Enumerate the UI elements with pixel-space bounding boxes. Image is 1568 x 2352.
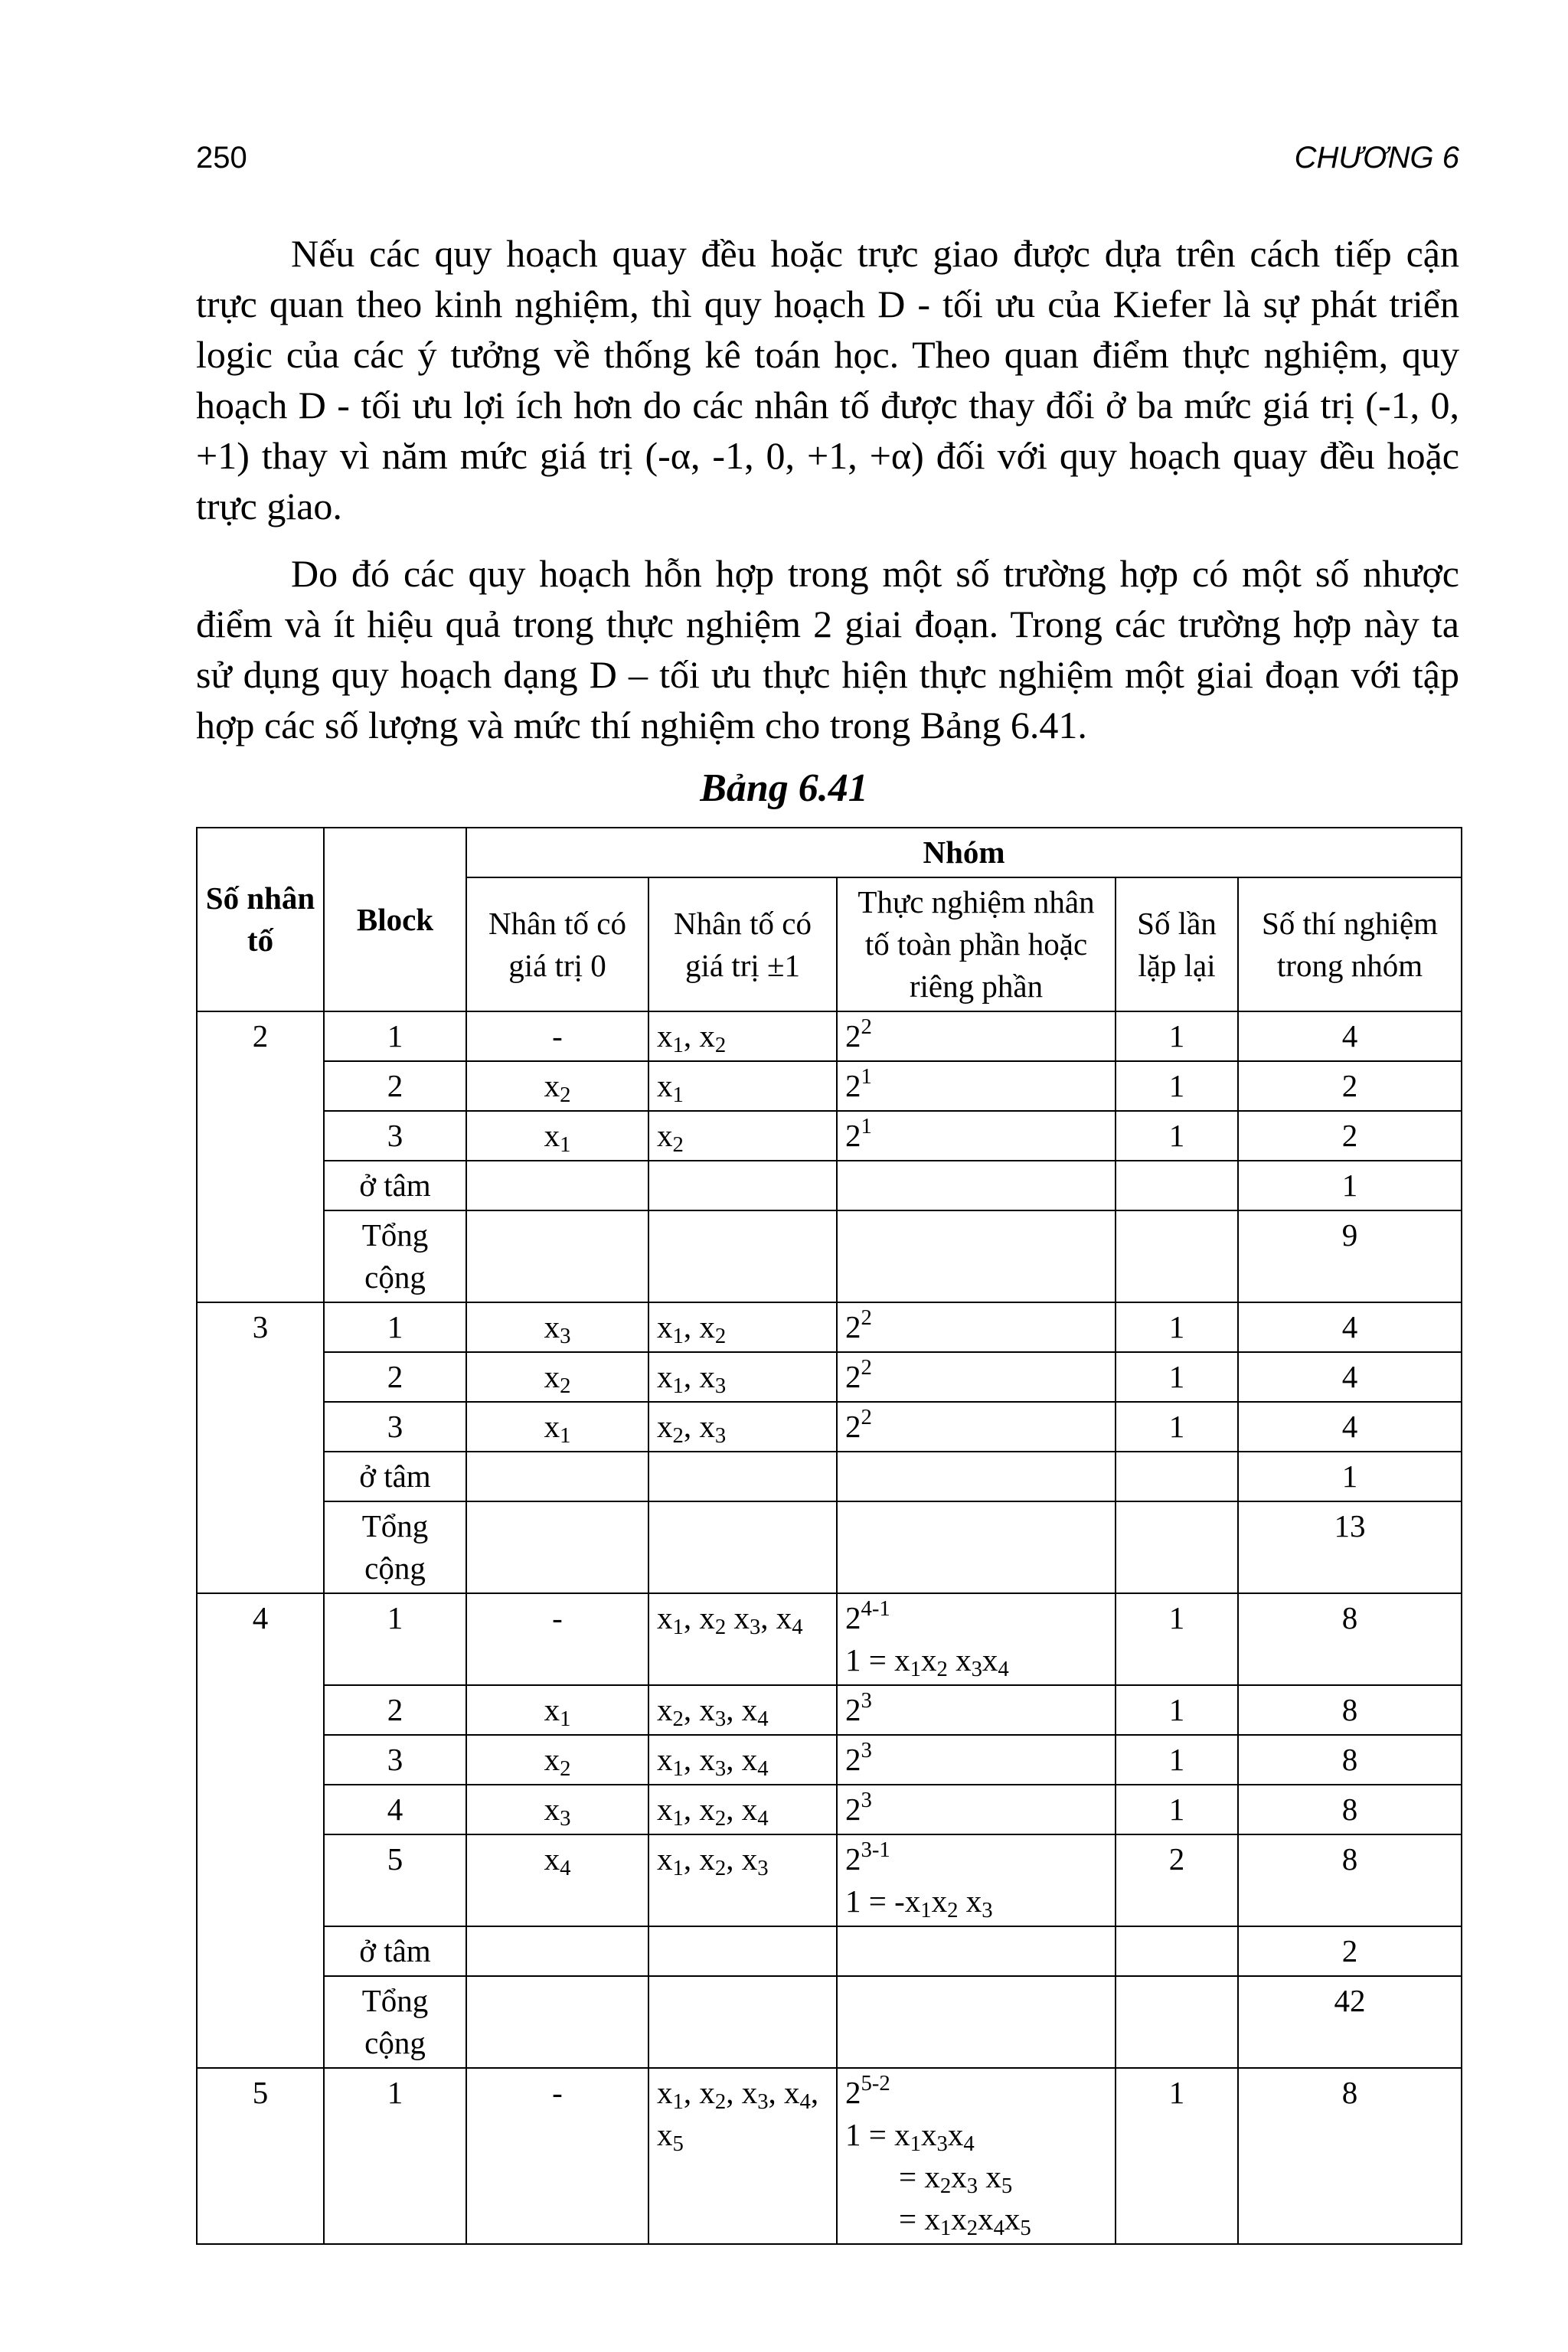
cell-repeat [1116, 1976, 1238, 2068]
design-formula-line: 2$^{5-2}$ [845, 2070, 890, 2110]
cell-design [837, 1501, 1116, 1593]
header-repeat: Số lần lặp lại [1116, 877, 1238, 1011]
cell-block: 4 [324, 1785, 466, 1834]
cell-zero [466, 1501, 648, 1593]
cell-design [837, 1685, 1116, 1735]
table-row [197, 1735, 1462, 1785]
cell-pm1: $x_1$, $x_3$, $x_4$ [648, 1735, 837, 1785]
cell-design [837, 1976, 1116, 2068]
cell-pm1: $x_1$, $x_2$, $x_4$ [648, 1785, 837, 1834]
cell-design [837, 1210, 1116, 1302]
body-text [196, 228, 1459, 767]
cell-runs: 8 [1238, 1735, 1462, 1785]
cell-block: Tổng cộng [324, 1210, 466, 1302]
cell-design [837, 1452, 1116, 1501]
design-formula-line: $2^2$ [845, 1404, 872, 1444]
cell-design [837, 1735, 1116, 1785]
cell-block: ở tâm [324, 1926, 466, 1976]
cell-zero: $x_1$ [466, 1111, 648, 1161]
cell-zero: $x_2$ [466, 1352, 648, 1402]
cell-runs: 8 [1238, 1785, 1462, 1834]
cell-runs: 1 [1238, 1452, 1462, 1501]
cell-zero [466, 1210, 648, 1302]
design-formula-line: $2^2$ [845, 1014, 872, 1054]
design-formula-line: 2$^{4-1}$ [845, 1596, 890, 1635]
cell-pm1: $x_1$, $x_2$ [648, 1302, 837, 1352]
cell-zero: $x_3$ [466, 1302, 648, 1352]
cell-repeat: 1 [1116, 1685, 1238, 1735]
cell-repeat: 1 [1116, 1352, 1238, 1402]
cell-factors: 2 [197, 1011, 324, 1302]
header-group: Nhóm [466, 828, 1462, 877]
table-row [197, 1011, 1462, 1061]
cell-repeat [1116, 1501, 1238, 1593]
design-formula-line: $2^1$ [845, 1063, 872, 1103]
cell-pm1: $x_2$, $x_3$ [648, 1402, 837, 1452]
table-row [197, 1976, 1462, 2068]
cell-runs: 2 [1238, 1926, 1462, 1976]
table-row [197, 1210, 1462, 1302]
cell-factors: 3 [197, 1302, 324, 1593]
paragraph: Nếu các quy hoạch quay đều hoặc trực giao được dựa trên cách tiếp cận trực quan theo kinh nghiệm, thì quy hoạch D - tối ưu của Kiefer là sự phát triển logic của các ý tưởng về thống kê toán học. Theo quan điểm thực nghiệm, quy hoạch D - tối ưu lợi ích hơn do các nhân tố được thay đổi ở ba mức giá trị (-1, 0, +1) thay vì năm mức giá trị (-α, -1, 0, +1, +α) đối với quy hoạch quay đều hoặc trực giao. [196, 232, 1459, 528]
cell-pm1 [648, 1161, 837, 1210]
cell-design [837, 2068, 1116, 2244]
cell-runs: 4 [1238, 1011, 1462, 1061]
cell-repeat: 1 [1116, 1302, 1238, 1352]
cell-runs: 8 [1238, 1834, 1462, 1926]
cell-block: 2 [324, 1685, 466, 1735]
cell-design [837, 1302, 1116, 1352]
table-row [197, 1785, 1462, 1834]
table-row [197, 1926, 1462, 1976]
cell-runs: 4 [1238, 1352, 1462, 1402]
cell-pm1 [648, 1501, 837, 1593]
cell-design [837, 1402, 1116, 1452]
cell-pm1: $x_1$, $x_2$, $x_3$, $x_4$, $x_5$ [648, 2068, 837, 2244]
cell-pm1 [648, 1926, 837, 1976]
cell-runs: 42 [1238, 1976, 1462, 2068]
cell-design [837, 1011, 1116, 1061]
cell-block: ở tâm [324, 1161, 466, 1210]
table-row [197, 1593, 1462, 1685]
header-runs: Số thí nghiệm trong nhóm [1238, 877, 1462, 1011]
cell-design [837, 1161, 1116, 1210]
cell-pm1: $x_2$, $x_3$, $x_4$ [648, 1685, 837, 1735]
table-header [197, 828, 1462, 1011]
cell-zero: - [466, 2068, 648, 2244]
table-row [197, 1402, 1462, 1452]
table-caption: Bảng 6.41 [700, 766, 868, 810]
cell-pm1: $x_1$, $x_3$ [648, 1352, 837, 1402]
table-row [197, 1685, 1462, 1735]
cell-block: 3 [324, 1111, 466, 1161]
cell-zero: $x_2$ [466, 1061, 648, 1111]
cell-repeat: 1 [1116, 1785, 1238, 1834]
design-formula-line: $2^3$ [845, 1737, 872, 1777]
cell-repeat: 1 [1116, 1011, 1238, 1061]
table-row [197, 1501, 1462, 1593]
cell-zero [466, 1976, 648, 2068]
cell-block: 5 [324, 1834, 466, 1926]
table-body [197, 1011, 1462, 2244]
table-row [197, 1302, 1462, 1352]
table-row [197, 1452, 1462, 1501]
cell-pm1: $x_1$, $x_2$, $x_3$ [648, 1834, 837, 1926]
cell-runs: 2 [1238, 1111, 1462, 1161]
cell-pm1: $x_1$, $x_2$ $x_3$, $x_4$ [648, 1593, 837, 1685]
design-formula-line: $1 = x_1x_3x_4$ [845, 2117, 975, 2157]
cell-zero: $x_4$ [466, 1834, 648, 1926]
cell-repeat: 1 [1116, 1593, 1238, 1685]
cell-pm1: $x_2$ [648, 1111, 837, 1161]
design-formula-line: $1 = -x_1x_2$ $x_3$ [845, 1883, 993, 1923]
cell-factors: 4 [197, 1593, 324, 2068]
cell-runs: 9 [1238, 1210, 1462, 1302]
cell-pm1: $x_1$ [648, 1061, 837, 1111]
design-formula-line: $2^2$ [845, 1305, 872, 1344]
cell-block: 1 [324, 2068, 466, 2244]
cell-zero: $x_3$ [466, 1785, 648, 1834]
cell-design [837, 1061, 1116, 1111]
design-formula-line: = $x_1x_2x_4x_5$ [899, 2201, 1031, 2241]
cell-repeat [1116, 1161, 1238, 1210]
cell-block: 1 [324, 1011, 466, 1061]
cell-repeat [1116, 1926, 1238, 1976]
table-row [197, 1161, 1462, 1210]
cell-runs: 8 [1238, 1593, 1462, 1685]
page-number: 250 [196, 141, 247, 175]
design-formula-line: $1 = x_1x_2$ $x_3x_4$ [845, 1642, 1009, 1682]
cell-runs: 4 [1238, 1402, 1462, 1452]
cell-block: 1 [324, 1302, 466, 1352]
cell-design [837, 1834, 1116, 1926]
cell-zero: - [466, 1011, 648, 1061]
cell-repeat: 1 [1116, 2068, 1238, 2244]
data-table [196, 827, 1462, 2245]
cell-runs: 2 [1238, 1061, 1462, 1111]
design-formula-line: $2^1$ [845, 1113, 872, 1153]
cell-design [837, 1111, 1116, 1161]
paragraph: Do đó các quy hoạch hỗn hợp trong một số trường hợp có một số nhược điểm và ít hiệu quả trong thực nghiệm 2 giai đoạn. Trong các trường hợp này ta sử dụng quy hoạch dạng D – tối ưu thực hiện thực nghiệm một giai đoạn với tập hợp các số lượng và mức thí nghiệm cho trong Bảng 6.41. [196, 552, 1459, 746]
cell-block: 3 [324, 1735, 466, 1785]
cell-repeat: 1 [1116, 1402, 1238, 1452]
cell-design [837, 1593, 1116, 1685]
table-row [197, 1061, 1462, 1111]
cell-block: 3 [324, 1402, 466, 1452]
table-row [197, 1111, 1462, 1161]
cell-zero [466, 1161, 648, 1210]
cell-runs: 8 [1238, 1685, 1462, 1735]
table-row [197, 1834, 1462, 1926]
cell-design [837, 1352, 1116, 1402]
table-row [197, 1352, 1462, 1402]
cell-block: 2 [324, 1061, 466, 1111]
cell-runs: 4 [1238, 1302, 1462, 1352]
cell-block: ở tâm [324, 1452, 466, 1501]
design-formula-line: $2^3$ [845, 1687, 872, 1727]
design-formula-line: = $x_2x_3$ $x_5$ [899, 2159, 1013, 2199]
design-formula-line: $2^3$ [845, 1787, 872, 1827]
header-zero: Nhân tố có giá trị 0 [466, 877, 648, 1011]
cell-runs: 8 [1238, 2068, 1462, 2244]
cell-design [837, 1785, 1116, 1834]
cell-pm1 [648, 1452, 837, 1501]
cell-repeat: 1 [1116, 1735, 1238, 1785]
cell-design [837, 1926, 1116, 1976]
cell-block: Tổng cộng [324, 1976, 466, 2068]
cell-repeat: 1 [1116, 1061, 1238, 1111]
cell-repeat: 1 [1116, 1111, 1238, 1161]
cell-zero: $x_2$ [466, 1735, 648, 1785]
cell-repeat: 2 [1116, 1834, 1238, 1926]
cell-repeat [1116, 1452, 1238, 1501]
chapter-label: CHƯƠNG 6 [1294, 141, 1459, 175]
design-formula-line: $2^2$ [845, 1354, 872, 1394]
header-factors: Số nhân tố [197, 828, 324, 1011]
cell-factors: 5 [197, 2068, 324, 2244]
cell-runs: 1 [1238, 1161, 1462, 1210]
cell-zero: $x_1$ [466, 1685, 648, 1735]
table-row [197, 2068, 1462, 2244]
cell-pm1 [648, 1976, 837, 2068]
cell-zero: $x_1$ [466, 1402, 648, 1452]
cell-zero: - [466, 1593, 648, 1685]
cell-zero [466, 1452, 648, 1501]
cell-block: 2 [324, 1352, 466, 1402]
header-block: Block [324, 828, 466, 1011]
cell-block: 1 [324, 1593, 466, 1685]
cell-repeat [1116, 1210, 1238, 1302]
cell-zero [466, 1926, 648, 1976]
cell-runs: 13 [1238, 1501, 1462, 1593]
cell-block: Tổng cộng [324, 1501, 466, 1593]
cell-pm1: $x_1$, $x_2$ [648, 1011, 837, 1061]
design-formula-line: 2$^{3-1}$ [845, 1837, 890, 1877]
header-pm1: Nhân tố có giá trị ±1 [648, 877, 837, 1011]
header-design: Thực nghiệm nhân tố toàn phần hoặc riêng phần [837, 877, 1116, 1011]
cell-pm1 [648, 1210, 837, 1302]
running-header [196, 141, 1459, 179]
